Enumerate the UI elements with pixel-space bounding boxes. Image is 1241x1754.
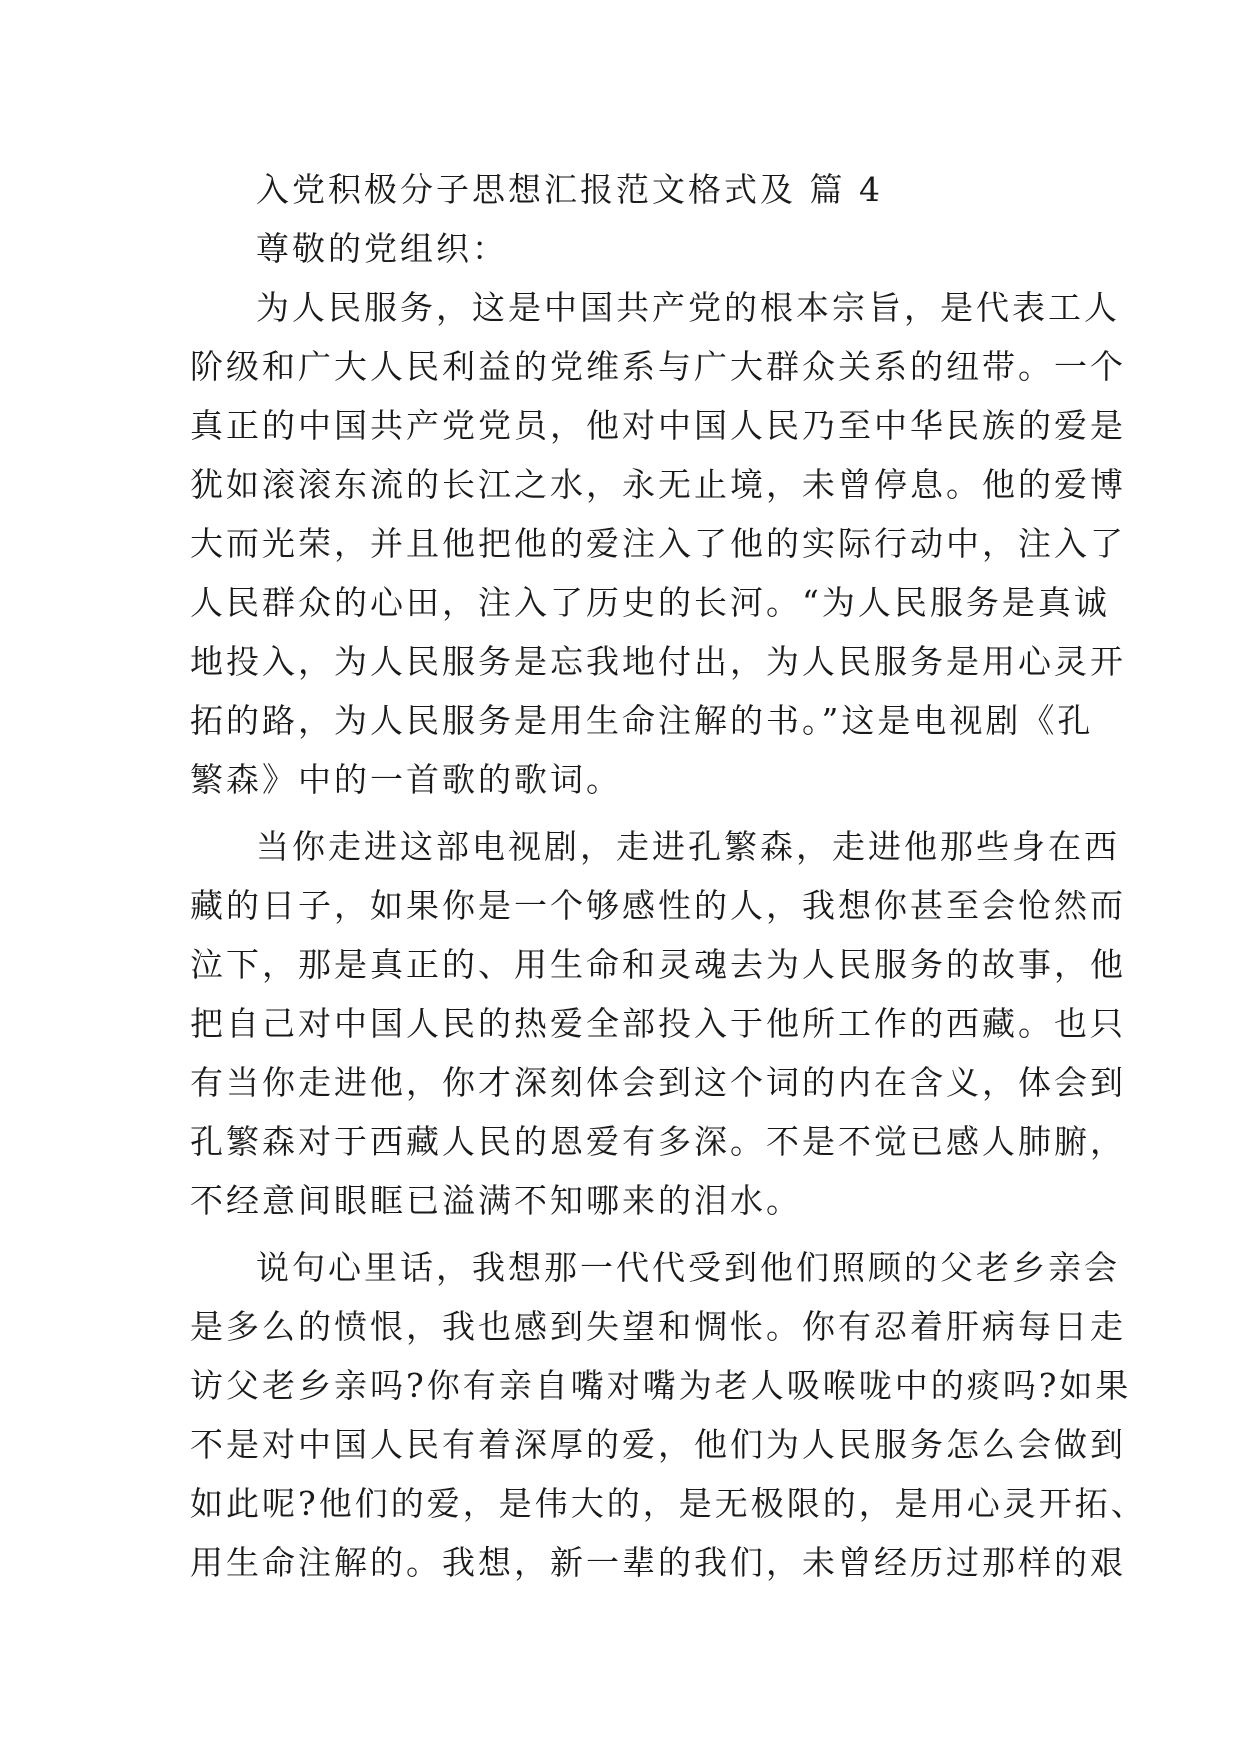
paragraph-line: 孔繁森对于西藏人民的恩爱有多深。不是不觉已感人肺腑， xyxy=(190,1122,1126,1161)
paragraph-line: 说句心里话，我想那一代代受到他们照顾的父老乡亲会 xyxy=(256,1248,1120,1287)
paragraph-line: 繁森》中的一首歌的歌词。 xyxy=(190,760,622,799)
salutation: 尊敬的党组织： xyxy=(256,229,508,268)
paragraph-line: 为人民服务，这是中国共产党的根本宗旨，是代表工人 xyxy=(256,288,1120,327)
paragraph-line: 拓的路，为人民服务是用生命注解的书。”这是电视剧《孔 xyxy=(190,701,1094,740)
paragraph-line: 如此呢?他们的爱，是伟大的，是无极限的，是用心灵开拓、 xyxy=(190,1484,1147,1523)
paragraph-line: 有当你走进他，你才深刻体会到这个词的内在含义，体会到 xyxy=(190,1063,1126,1102)
paragraph-line: 是多么的愤恨，我也感到失望和惆怅。你有忍着肝病每日走 xyxy=(190,1307,1126,1346)
paragraph-line: 当你走进这部电视剧，走进孔繁森，走进他那些身在西 xyxy=(256,827,1120,866)
paragraph-line: 藏的日子，如果你是一个够感性的人，我想你甚至会怆然而 xyxy=(190,886,1126,925)
paragraph-line: 不是对中国人民有着深厚的爱，他们为人民服务怎么会做到 xyxy=(190,1425,1126,1464)
paragraph-spacer xyxy=(190,809,1050,817)
paragraph-line: 访父老乡亲吗?你有亲自嘴对嘴为老人吸喉咙中的痰吗?如果 xyxy=(190,1366,1132,1405)
paragraph-line: 把自己对中国人民的热爱全部投入于他所工作的西藏。也只 xyxy=(190,1004,1126,1043)
paragraph-line: 泣下，那是真正的、用生命和灵魂去为人民服务的故事，他 xyxy=(190,945,1126,984)
paragraph-line: 不经意间眼眶已溢满不知哪来的泪水。 xyxy=(190,1181,802,1220)
paragraph-2 xyxy=(190,817,1126,1230)
paragraph-line: 犹如滚滚东流的长江之水，永无止境，未曾停息。他的爱博 xyxy=(190,465,1126,504)
paragraph-line: 大而光荣，并且他把他的爱注入了他的实际行动中，注入了 xyxy=(190,524,1126,563)
document-body xyxy=(190,160,1147,1592)
paragraph-spacer xyxy=(190,1230,1050,1238)
paragraph-1 xyxy=(190,278,1126,809)
paragraph-line: 人民群众的心田，注入了历史的长河。“为人民服务是真诚 xyxy=(190,583,1110,622)
paragraph-line: 用生命注解的。我想，新一辈的我们，未曾经历过那样的艰 xyxy=(190,1543,1126,1582)
paragraph-3 xyxy=(190,1238,1147,1592)
paragraph-line: 地投入，为人民服务是忘我地付出，为人民服务是用心灵开 xyxy=(190,642,1126,681)
paragraph-line: 真正的中国共产党党员，他对中国人民乃至中华民族的爱是 xyxy=(190,406,1126,445)
paragraph-line: 阶级和广大人民利益的党维系与广大群众关系的纽带。一个 xyxy=(190,347,1126,386)
document-title: 入党积极分子思想汇报范文格式及 篇 4 xyxy=(256,170,883,209)
